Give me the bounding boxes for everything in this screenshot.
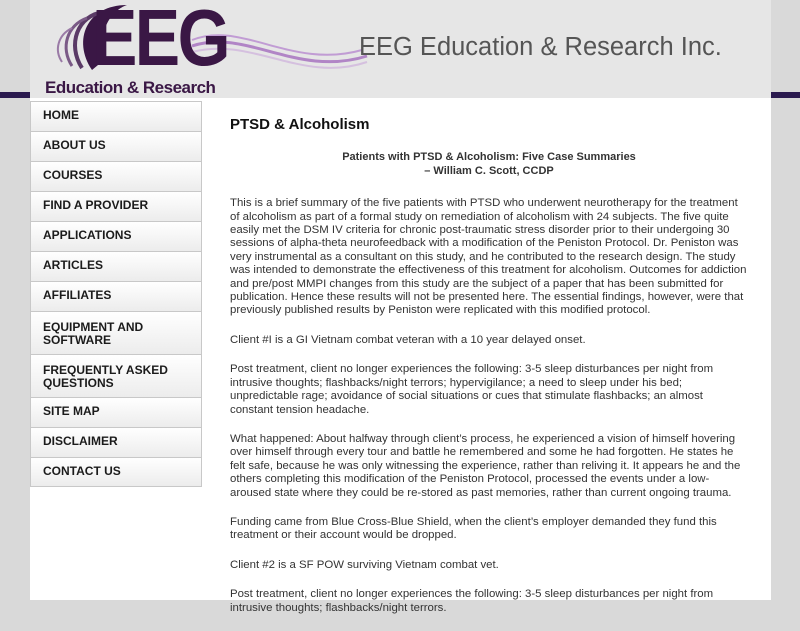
site-title: EEG Education & Research Inc. xyxy=(359,33,722,61)
nav-item-faq[interactable]: FREQUENTLY ASKED QUESTIONS xyxy=(30,354,202,397)
article-title-text: Patients with PTSD & Alcoholism: Five Case Summaries xyxy=(342,151,636,164)
paragraph-what-happened: What happened: About halfway through client’s process, he experienced a vision of himself hovering over himself through every tour and battle he remembered and some he had forgotten. He states he felt safe, because he was only witnessing the experience, rather than reliving it. It appears he and the others completing this modification of the Peniston Protocol, processed the events under a low-aroused state where they could be re-stored as past memories, rather than current ongoing trauma. xyxy=(230,432,741,499)
main-content xyxy=(230,118,748,631)
nav-item-site-map[interactable]: SITE MAP xyxy=(30,397,202,427)
page-body xyxy=(30,98,771,614)
sidebar-nav xyxy=(30,101,202,487)
nav-item-applications[interactable]: APPLICATIONS xyxy=(30,221,202,251)
paragraph-post-treatment-2: Post treatment, client no longer experiences the following: 3-5 sleep disturbances per night from intrusive thoughts; flashbacks/night terrors. xyxy=(230,588,714,614)
site-header xyxy=(30,0,771,98)
nav-item-courses[interactable]: COURSES xyxy=(30,161,202,191)
article-author: – William C. Scott, CCDP xyxy=(424,164,554,177)
site-logo[interactable] xyxy=(42,0,372,98)
paragraph-post-treatment: Post treatment, client no longer experiences the following: 3-5 sleep disturbances per night from intrusive thoughts; flashbacks/night terrors; hypervigilance; a need to sleep under his bed; unpredictable rage; avoidance of social situations or cues that stimulate flashbacks; an almost constant tension headache. xyxy=(230,363,714,416)
page-title: PTSD & Alcoholism xyxy=(230,116,370,133)
nav-item-contact-us[interactable]: CONTACT US xyxy=(30,457,202,487)
paragraph-client-1: Client #I is a GI Vietnam combat veteran with a 10 year delayed onset. xyxy=(230,333,586,346)
nav-item-affiliates[interactable]: AFFILIATES xyxy=(30,281,202,311)
nav-item-home[interactable]: HOME xyxy=(30,101,202,131)
nav-item-find-a-provider[interactable]: FIND A PROVIDER xyxy=(30,191,202,221)
nav-item-equipment-and-software[interactable]: EQUIPMENT AND SOFTWARE xyxy=(30,311,202,354)
paragraph-funding: Funding came from Blue Cross-Blue Shield, when the client’s employer demanded they fund this treatment or their account would be dropped. xyxy=(230,515,717,542)
nav-item-disclaimer[interactable]: DISCLAIMER xyxy=(30,427,202,457)
paragraph-intro: This is a brief summary of the five patients with PTSD who underwent neurotherapy for the treatment of alcoholism as part of a formal study on remediation of alcoholism with 24 subjects. The five quite easily met the DSM IV criteria for chronic post-traumatic stress disorder prior to their undergoing 30 sessions of alpha-theta neurofeedback with a modification of the Peniston Protocol. Dr. Peniston was very instrumental as a consultant on this study, and he contributed to the research design. The study was intended to demonstrate the effectiveness of this treatment for alcoholism. Outcomes for addiction and pre/post MMPI changes from this study are the subject of a paper that has been submitted for publication. Hence these results will not be presented here. The essential findings, however, were that previously published results by Peniston were replicated with this modified protocol. xyxy=(230,197,747,317)
logo-text: EEG xyxy=(92,0,228,82)
nav-item-articles[interactable]: ARTICLES xyxy=(30,251,202,281)
nav-item-about-us[interactable]: ABOUT US xyxy=(30,131,202,161)
logo-subtitle: Education & Research xyxy=(45,78,216,97)
article-title xyxy=(230,151,748,178)
paragraph-client-2: Client #2 is a SF POW surviving Vietnam combat vet. xyxy=(230,558,499,571)
